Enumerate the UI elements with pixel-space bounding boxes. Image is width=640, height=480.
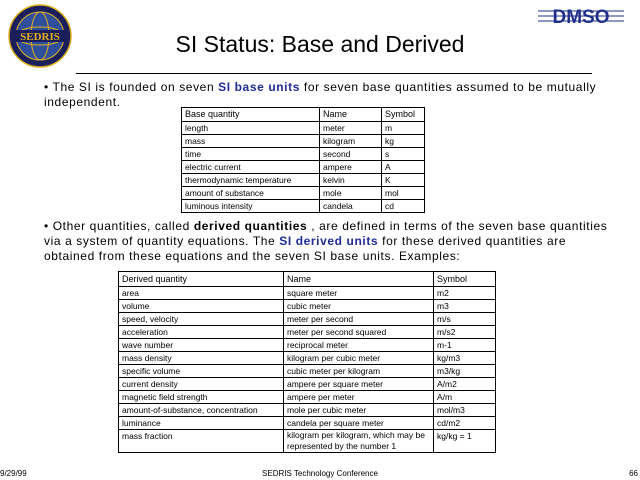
- table-cell: A/m2: [434, 378, 496, 391]
- table-cell: mole per cubic meter: [284, 404, 434, 417]
- table-cell: current density: [119, 378, 284, 391]
- brand-text: DMSO: [552, 7, 610, 27]
- table-cell: meter: [320, 122, 382, 135]
- table-cell: m-1: [434, 339, 496, 352]
- table-cell: candela per square meter: [284, 417, 434, 430]
- table-cell: kilogram: [320, 135, 382, 148]
- table-header-row: [119, 272, 496, 287]
- table-cell: mass density: [119, 352, 284, 365]
- table-row: [182, 200, 425, 213]
- table-cell: meter per second squared: [284, 326, 434, 339]
- table-cell: A/m: [434, 391, 496, 404]
- table-row: [182, 122, 425, 135]
- table-cell: m/s: [434, 313, 496, 326]
- table-row: [182, 161, 425, 174]
- para2-prefix: • Other quantities, called: [44, 219, 194, 233]
- table-cell: reciprocal meter: [284, 339, 434, 352]
- table-cell: thermodynamic temperature: [182, 174, 320, 187]
- table-row: [119, 378, 496, 391]
- table-cell: volume: [119, 300, 284, 313]
- table-row: [182, 187, 425, 200]
- table-cell: mol: [382, 187, 425, 200]
- table-row: [119, 430, 496, 453]
- table-cell: length: [182, 122, 320, 135]
- table-cell: kg/kg = 1: [434, 430, 496, 453]
- para2-middle: , are defined in terms of the seven base quantities via a system of quantity equations. The: [44, 219, 608, 248]
- si-base-units-keyword: SI base units: [218, 80, 300, 94]
- table-cell: candela: [320, 200, 382, 213]
- table-cell: luminance: [119, 417, 284, 430]
- table-cell: speed, velocity: [119, 313, 284, 326]
- table-cell: luminous intensity: [182, 200, 320, 213]
- table-cell: kilogram per cubic meter: [284, 352, 434, 365]
- table-cell: cd/m2: [434, 417, 496, 430]
- table-cell: electric current: [182, 161, 320, 174]
- table-cell: acceleration: [119, 326, 284, 339]
- table-cell: mol/m3: [434, 404, 496, 417]
- column-header: Name: [284, 272, 434, 287]
- derived-quantities-keyword: derived quantities: [193, 219, 308, 233]
- column-header: Base quantity: [182, 108, 320, 122]
- table-cell: kg/m3: [434, 352, 496, 365]
- table-row: [119, 365, 496, 378]
- table-cell: kelvin: [320, 174, 382, 187]
- table-cell: square meter: [284, 287, 434, 300]
- table-cell: kilogram per kilogram, which may be represented by the number 1: [284, 430, 434, 453]
- table-cell: m2: [434, 287, 496, 300]
- table-row: [119, 404, 496, 417]
- derived-quantities-table: [118, 271, 496, 453]
- logo-text: SEDRIS: [20, 31, 60, 43]
- table-cell: kg: [382, 135, 425, 148]
- table-cell: mass fraction: [119, 430, 284, 453]
- table-cell: ampere per square meter: [284, 378, 434, 391]
- base-units-paragraph: [44, 80, 604, 110]
- table-cell: ampere: [320, 161, 382, 174]
- table-row: [119, 300, 496, 313]
- derived-units-paragraph: [44, 219, 614, 264]
- page-title: SI Status: Base and Derived: [175, 31, 465, 57]
- table-row: [182, 148, 425, 161]
- para1-prefix: • The SI is founded on seven: [44, 80, 219, 94]
- table-cell: ampere per meter: [284, 391, 434, 404]
- table-cell: second: [320, 148, 382, 161]
- table-cell: K: [382, 174, 425, 187]
- table-cell: cubic meter: [284, 300, 434, 313]
- table-cell: s: [382, 148, 425, 161]
- table-row: [119, 352, 496, 365]
- column-header: Symbol: [434, 272, 496, 287]
- table-cell: time: [182, 148, 320, 161]
- table-cell: m3: [434, 300, 496, 313]
- table-cell: m/s2: [434, 326, 496, 339]
- para1-suffix: for seven base quantities assumed to be mutually independent.: [44, 80, 597, 109]
- base-quantities-table: [181, 107, 425, 213]
- footer-page-number: 66: [629, 469, 638, 478]
- table-row: [119, 339, 496, 352]
- table-row: [119, 313, 496, 326]
- dmso-logo: [538, 5, 624, 27]
- column-header: Derived quantity: [119, 272, 284, 287]
- table-row: [119, 391, 496, 404]
- table-cell: amount of substance: [182, 187, 320, 200]
- table-row: [119, 417, 496, 430]
- table-cell: A: [382, 161, 425, 174]
- table-cell: wave number: [119, 339, 284, 352]
- title-divider: [76, 73, 592, 74]
- table-cell: mole: [320, 187, 382, 200]
- table-cell: m3/kg: [434, 365, 496, 378]
- table-header-row: [182, 108, 425, 122]
- table-cell: cd: [382, 200, 425, 213]
- table-cell: meter per second: [284, 313, 434, 326]
- si-derived-units-keyword: SI derived units: [279, 234, 379, 248]
- table-cell: magnetic field strength: [119, 391, 284, 404]
- footer-date: 9/29/99: [0, 469, 27, 478]
- table-row: [119, 326, 496, 339]
- table-row: [182, 174, 425, 187]
- table-row: [182, 135, 425, 148]
- table-row: [119, 287, 496, 300]
- table-cell: amount-of-substance, concentration: [119, 404, 284, 417]
- footer-conference: SEDRIS Technology Conference: [262, 469, 378, 478]
- para2-suffix: for these derived quantities are obtained from these equations and the seven SI base units. Examples:: [44, 234, 567, 263]
- column-header: Name: [320, 108, 382, 122]
- table-cell: mass: [182, 135, 320, 148]
- column-header: Symbol: [382, 108, 425, 122]
- table-cell: area: [119, 287, 284, 300]
- table-cell: m: [382, 122, 425, 135]
- table-cell: cubic meter per kilogram: [284, 365, 434, 378]
- table-cell: specific volume: [119, 365, 284, 378]
